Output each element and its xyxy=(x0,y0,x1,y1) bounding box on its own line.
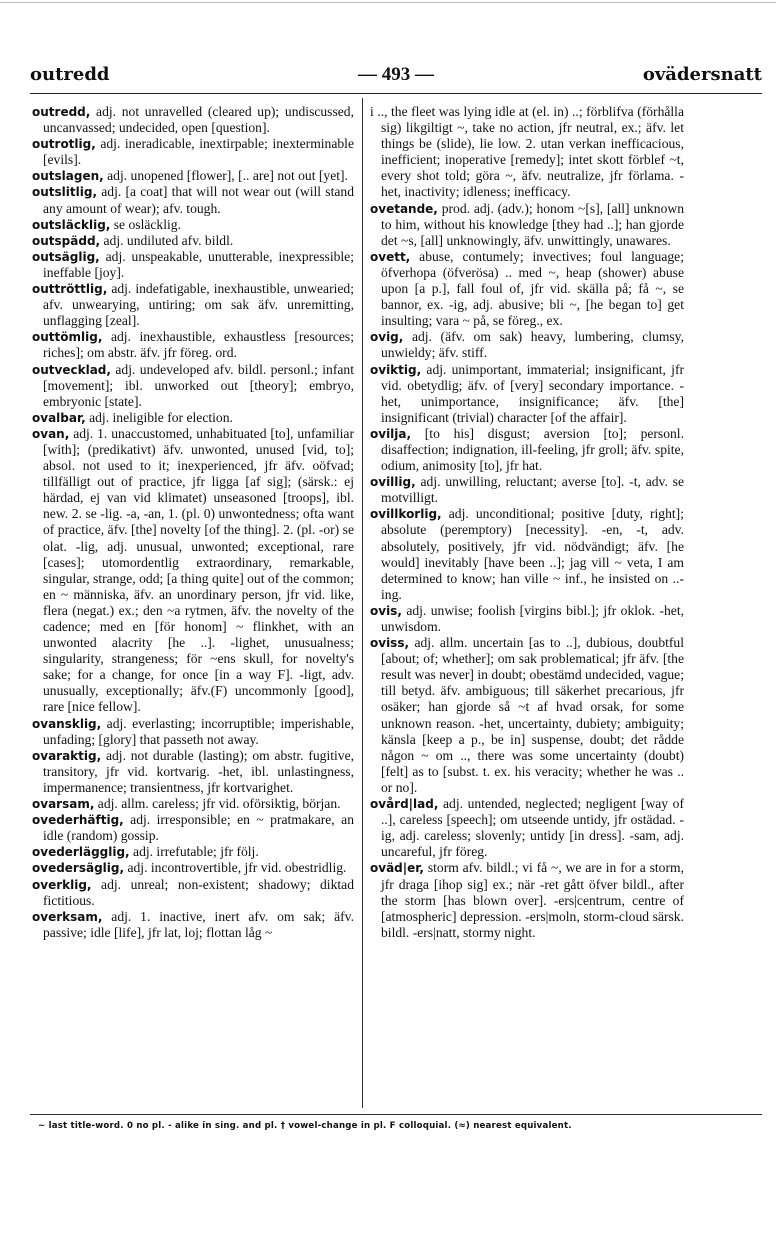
entry-headword: ovederlägglig, xyxy=(32,845,130,860)
header-left-word: outredd xyxy=(30,64,110,85)
page-header xyxy=(30,64,762,90)
entry-definition: adj. incontrovertible, jfr vid. obestridlig. xyxy=(127,860,347,876)
dictionary-entry xyxy=(370,426,684,474)
entry-definition: adj. undeveloped afv. bildl. personl.; infant [movement]; ibl. unworked out [theory]; embryo, embryonic [state]. xyxy=(43,361,354,409)
entry-headword: ovalbar, xyxy=(32,410,86,425)
footer-rule xyxy=(30,1114,762,1115)
entry-headword: outtröttlig, xyxy=(32,282,108,297)
entry-headword: ovansklig, xyxy=(32,716,102,731)
entry-headword: ovillkorlig, xyxy=(370,507,442,522)
entry-definition: adj. (äfv. om sak) heavy, lumbering, clumsy, unwieldy; äfv. stiff. xyxy=(381,329,684,361)
entry-headword: outrotlig, xyxy=(32,137,96,152)
dictionary-entry xyxy=(370,635,684,796)
entry-headword: ovård|lad, xyxy=(370,797,439,812)
entry-definition: adj. unopened [flower], [.. are] not out [yet]. xyxy=(107,168,348,184)
dictionary-entry xyxy=(32,748,354,796)
dictionary-entry xyxy=(32,716,354,748)
entry-headword: outsäglig, xyxy=(32,249,100,264)
entry-definition: adj. unwilling, reluctant; averse [to]. -t, adv. se motvilligt. xyxy=(381,474,684,506)
entry-headword: ovilja, xyxy=(370,426,412,441)
entry-definition: adj. ineradicable, inextirpable; inexterminable [evils]. xyxy=(43,136,354,168)
entry-headword: outspädd, xyxy=(32,233,101,248)
header-right-word: ovädersnatt xyxy=(642,64,762,85)
dictionary-entry xyxy=(370,104,684,201)
dictionary-entry xyxy=(370,329,684,361)
dictionary-entry xyxy=(370,474,684,506)
entry-headword: overklig, xyxy=(32,877,92,892)
entry-headword: outslagen, xyxy=(32,169,104,184)
dictionary-entry xyxy=(32,877,354,909)
entry-definition: adj. indefatigable, inexhaustible, unwearied; afv. unwearying, untiring; om sak äfv. unremitting, unflagging [zeal]. xyxy=(43,281,355,329)
entry-definition: [to his] disgust; aversion [to]; personl. disaffection; indignation, ill-feeling, jfr groll; äfv. spite, odium, animosity [to], jfr hat. xyxy=(381,425,684,474)
entry-definition: i .., the fleet was lying idle at (el. in) ..; förblifva (förhålla sig) likgiltigt ~, take no action, jfr neutral, ex.; äfv. let things be (slide), lie low. 2. utan verkan inefficacious, inefficient; inoperative [remedy]; intet skott förblef ~t, every shot told; göra ~, äfv. neutralize, jfr förlama. -het, inactivity; idleness; inefficacy. xyxy=(370,104,684,200)
header-rule xyxy=(30,93,762,94)
right-column xyxy=(370,104,684,941)
entry-definition: adj. unconditional; positive [duty, right]; absolute (peremptory) [necessity]. -en, -t, adv. absolutely, positively, jfr vid. nödvändigt; äfv. [he would] inevitably [have been ..]; jag vill ~ veta, I am determined to know; han ville ~ inf., he insisted on ..-ing. xyxy=(381,506,684,602)
dictionary-entry xyxy=(32,104,354,136)
dictionary-entry xyxy=(32,168,354,184)
dictionary-entry xyxy=(32,812,354,844)
entry-definition: adj. allm. careless; jfr vid. oförsiktig, början. xyxy=(97,796,341,812)
entry-headword: ovett, xyxy=(370,249,411,264)
dictionary-entry xyxy=(32,860,354,876)
dictionary-entry xyxy=(32,233,354,249)
entry-headword: ovan, xyxy=(32,426,70,441)
abbreviation-key: ~ last title-word. 0 no pl. - alike in sing. and pl. † vowel-change in pl. F colloquial. (≈) nearest equivalent. xyxy=(38,1121,572,1131)
entry-headword: ovarsam, xyxy=(32,797,95,812)
entry-definition: adj. unreal; non-existent; shadowy; diktad fictitious. xyxy=(43,876,354,908)
dictionary-entry xyxy=(32,844,354,860)
entry-headword: ovetande, xyxy=(370,201,438,216)
entry-definition: adj. irrefutable; jfr följ. xyxy=(133,844,259,860)
entry-headword: ovig, xyxy=(370,330,404,345)
dictionary-entry xyxy=(370,362,684,426)
entry-definition: adj. ineligible for election. xyxy=(89,409,233,425)
entry-headword: ovis, xyxy=(370,603,402,618)
entry-headword: oviss, xyxy=(370,636,410,651)
dictionary-entry xyxy=(32,426,354,716)
entry-definition: adj. not durable (lasting); om abstr. fugitive, transitory, jfr vid. kortvarig. -het, ibl. unlastingness, impermanence; transientness, jfr kortvarighet. xyxy=(43,747,355,795)
entry-definition: adj. not unravelled (cleared up); undiscussed, uncanvassed; undecided, open [question]. xyxy=(43,104,354,136)
entry-definition: adj. allm. uncertain [as to ..], dubious, doubtful [about; of; whether]; om sak problematical; jfr äfv. [the result was never] in doubt; obestämd undecided, vague; till betyd. äfv. ambiguous; till säkerhet precarious, jfr osäker; han gjorde så ~t af hvad orsak, for some unknown reason. -het, uncertainty, dubiety; ambiguity; känsla [keep a p., be in] suspense, doubt; det rådde någon ~ om .., there was some uncertainty (doubt) [felt] as to [subst. t. ex. his veracity; whether he was .. or no]. xyxy=(381,635,684,795)
entry-headword: outslitlig, xyxy=(32,185,98,200)
entry-headword: outtömlig, xyxy=(32,330,103,345)
entry-headword: outsläcklig, xyxy=(32,217,111,232)
entry-definition: prod. adj. (adv.); honom ~[s], [all] unknown to him, without his knowledge [they had ..]; han gjorde det ~s, [all] unknowingly, äfv. unwittingly, unawares. xyxy=(381,200,684,248)
entry-headword: ovedersäglig, xyxy=(32,861,125,876)
entry-definition: adj. unwise; foolish [virgins bibl.]; jfr oklok. -het, unwisdom. xyxy=(381,602,684,634)
left-column xyxy=(32,104,354,941)
dictionary-entry xyxy=(370,506,684,603)
page-number: — 493 — xyxy=(358,64,434,85)
dictionary-entry xyxy=(32,249,354,281)
entry-definition: adj. inexhaustible, exhaustless [resources; riches]; om abstr. äfv. jfr föreg. ord. xyxy=(43,329,354,361)
entry-definition: adj. everlasting; incorruptible; imperishable, unfading; [glory] that passeth not away. xyxy=(43,715,354,747)
entry-definition: adj. untended, neglected; negligent [way of ..], careless [speech]; om utseende untidy, jfr ostädad. -ig, adj. careless; slovenly; untidy [in dress]. -sam, adj. uncareful, jfr föreg. xyxy=(381,796,684,860)
dictionary-entry xyxy=(32,909,354,941)
scan-line-top xyxy=(0,2,776,3)
entry-definition: adj. 1. unaccustomed, unhabituated [to], unfamiliar [with]; (predikativt) äfv. unwonted, unused [vid, to]; absol. not used to it; inexperienced, jfr äfv. oöfvad; tillfälligt out of practice, jfr ligga [af sig]; (särsk.: ej härdad, ej van vid klimatet) unseasoned [troops], ibl. new. 2. se -lig. -a, -an, 1. (pl. 0) unwontedness; ofta want of practice, äfv. [the] novelty [of the thing]. 2. (pl. -or) se olat. -lig, adj. unusual, unwonted; exceptional, rare [cases]; utomordentlig extraordinary, remarkable, singular, strange, odd; [a thing quite] out of the common; en ~ människa, äfv. an unordinary person, jfr vid. like, flera (negat.) ex.; den ~a rytmen, äfv. the novelty of the cadence; med en [för honom] ~ flinkhet, with an unwonted alacrity [he ..]. -lighet, unusualness; singularity, strangeness; för ~ens skull, for novelty's sake; for a change, for once [in a way F]. -ligt, adv. unusually, exceptionally; äfv.(F) uncommonly [good], rare [nice fellow]. xyxy=(43,425,354,715)
entry-headword: oviktig, xyxy=(370,362,422,377)
entry-definition: se osläcklig. xyxy=(113,216,181,232)
dictionary-entry xyxy=(32,362,354,410)
entry-headword: ovederhäftig, xyxy=(32,813,124,828)
dictionary-entry xyxy=(32,217,354,233)
dictionary-entry xyxy=(370,201,684,249)
entry-definition: adj. [a coat] that will not wear out (will stand any amount of wear); afv. tough. xyxy=(43,184,354,216)
dictionary-entry xyxy=(32,281,354,329)
entry-definition: adj. 1. inactive, inert afv. om sak; äfv. passive; idle [life], jfr lat, loj; flottan låg ~ xyxy=(43,908,354,940)
entry-headword: ovillig, xyxy=(370,475,416,490)
entry-headword: ovaraktig, xyxy=(32,748,102,763)
dictionary-entry xyxy=(370,603,684,635)
entry-definition: adj. irresponsible; en ~ pratmakare, an idle (random) gossip. xyxy=(43,812,354,844)
dictionary-entry xyxy=(370,796,684,860)
entry-headword: oväd|er, xyxy=(370,861,424,876)
dictionary-entry xyxy=(32,329,354,361)
dictionary-entry xyxy=(32,796,354,812)
dictionary-entry xyxy=(370,860,684,940)
column-divider xyxy=(362,98,363,1108)
entry-definition: adj. unimportant, immaterial; insignificant, jfr vid. obetydlig; äfv. of [very] secondary importance. -het, unimportance, insignificance; äfv. [the] insignificant (trivial) character [of the affair]. xyxy=(381,361,684,425)
dictionary-entry xyxy=(32,410,354,426)
dictionary-entry xyxy=(32,184,354,216)
dictionary-entry xyxy=(370,249,684,329)
entry-definition: abuse, contumely; invectives; foul language; öfverhopa (öfverösa) .. med ~, heap (shower) abuse upon [a p.], fall foul of, jfr vid. skälla på; få ~, se bannor, ex. -ig, adj. abusive; bli ~, [he began to] get insulting; vara ~ på, se föreg., ex. xyxy=(381,248,684,329)
entry-definition: adj. unspeakable, unutterable, inexpressible; ineffable [joy]. xyxy=(43,248,354,280)
dictionary-entry xyxy=(32,136,354,168)
entry-headword: overksam, xyxy=(32,909,103,924)
entry-definition: storm afv. bildl.; vi få ~, we are in for a storm, jfr draga [ihop sig] ex.; när -ret gått öfver bildl., after the storm [has blown over]. -ers|centrum, centre of [atmospheric] depression. -ers|moln, storm-cloud särsk. bildl. -ers|natt, stormy night. xyxy=(381,860,684,940)
entry-definition: adj. undiluted afv. bildl. xyxy=(103,232,234,248)
entry-headword: outredd, xyxy=(32,105,91,119)
entry-headword: outvecklad, xyxy=(32,362,111,377)
